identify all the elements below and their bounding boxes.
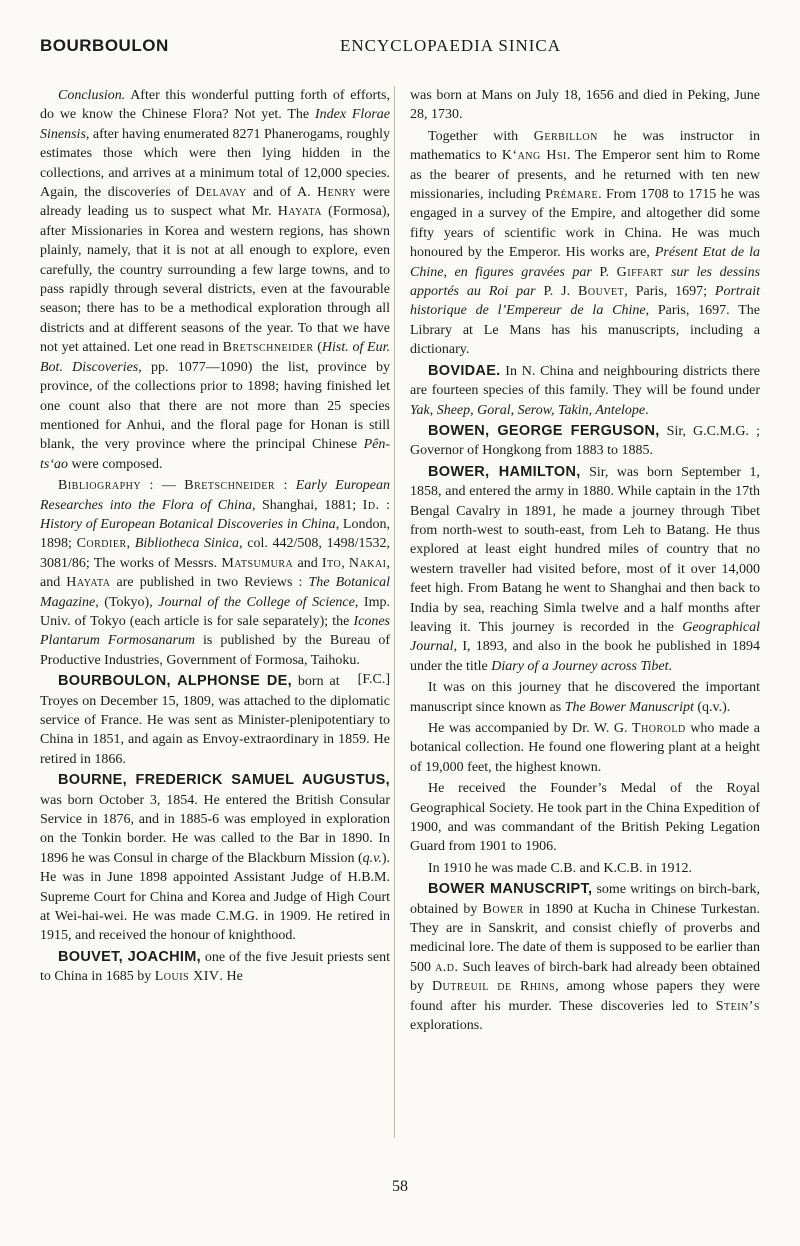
italic-title: Early European Researches into the Flora of China (40, 478, 390, 513)
entry-text: P. J. (535, 284, 579, 300)
entry-headword: BOWER, HAMILTON, (428, 463, 581, 480)
entry-headword: BOUVET, JOACHIM, (58, 948, 201, 965)
person-name: Bretschneider (184, 478, 276, 494)
person-name: Cordier (76, 536, 127, 552)
entry-text: , I, 1893, and also in the book he published in 1894 under the title (410, 639, 760, 674)
cross-references: Yak, Sheep, Goral, Serow, Takin, Antelope (410, 402, 646, 418)
entry-text: Such leaves of birch-bark had already been obtained by (410, 959, 760, 995)
entry-text: . He (219, 969, 243, 985)
entry-text: was born at Mans on July 18, 1656 and died in Peking, June 28, 1730. (410, 88, 760, 123)
text-run: are published in two Reviews : (110, 575, 309, 591)
entry-headword: BOVIDAE. (428, 362, 501, 379)
text-run: were composed. (68, 456, 163, 472)
entry-bower (410, 463, 760, 676)
person-name: Bretschneider (222, 340, 314, 356)
person-name: Louis XIV (154, 969, 220, 985)
text-run: , Shanghai, 1881; (251, 497, 363, 513)
entry-text: one of the five Jesuit priests sent to China in 1685 by (40, 949, 390, 985)
column-divider (394, 86, 395, 1138)
entry-text: in 1890 at Kucha in Chinese Turkestan. They are in Sanskrit, and consist chiefly of proverbs and medicinal lore. The date of them is supposed to be earlier than 500 (410, 901, 760, 975)
italic-title: History of European Botanical Discoveries in China (40, 516, 336, 532)
text-run: After this wonderful putting forth of efforts, do we know the Chinese Flora? Not yet. The (40, 88, 390, 123)
italic-title: Bibliotheca Sinica (134, 536, 240, 552)
person-name: Delavay (195, 185, 247, 201)
entry-bower-manuscript-mention (410, 678, 760, 717)
conclusion-paragraph (40, 86, 390, 474)
person-name: Gerbillon (533, 128, 598, 144)
person-name: Hayata (66, 575, 111, 591)
running-head-title: ENCYCLOPAEDIA SINICA (340, 36, 562, 55)
entry-text: , Paris, 1697. The Library at Le Mans has his manuscripts, including a dictionary. (410, 303, 760, 358)
entry-text: P. (591, 264, 617, 280)
person-name: Hayata (277, 204, 322, 220)
text-run: , and (40, 555, 391, 591)
text-run: : (379, 497, 391, 513)
entry-text: . (668, 658, 672, 674)
entry-text: he was instructor in mathematics to (410, 128, 760, 164)
entry-text: ). He was in June 1898 appointed Assistant Judge of H.B.M. Supreme Court for China and Korea and Judge of High Court at Wei-hai-wei. He was made C.M.G. in 1909. He retired in 1915, and received the honour of knighthood. (40, 850, 390, 944)
italic-title: The Botanical Magazine (40, 575, 391, 610)
entry-text: , Paris, 1697; (624, 284, 715, 300)
text-run: (Formosa), after Missionaries in Korea and western regions, has shown plainly, namely, that it is not at all enough to explore, even carefully, the country surrounding a few large towns, and to pass rapidly through several districts, even at the favourable season; there has to be a methodical exploration through all districts and at different seasons of the year. To that we have not yet attained. Let one read in (40, 204, 390, 356)
person-name: Ito (321, 555, 342, 571)
entry-bower-manuscript (410, 880, 760, 1035)
entry-text: . (645, 402, 649, 418)
text-run: , Imp. Univ. of Tokyo (each article is for sale separately); the (40, 594, 390, 629)
entry-text: born at Troyes on December 15, 1809, was attached to the diplomatic service of France. He was sent as Minister-plenipotentiary to China in 1851, and again as Envoy-extraordinary in 1859. He retired in 1866. (40, 674, 390, 767)
entry-text: explorations. (410, 1018, 483, 1034)
italic-title: Présent Etat de la Chine, en figures gravées par (410, 245, 760, 280)
text-run: is published by the Bureau of Productive Industries, Government of Formosa, Taihoku. (40, 633, 390, 668)
person-name: K‘ang Hsi (501, 148, 567, 164)
conclusion-label: Conclusion. (58, 88, 126, 103)
entry-text: It was on this journey that he discovered the important manuscript since known as (410, 680, 760, 715)
entry-bourne (40, 771, 390, 946)
entry-text: Sir, was born September 1, 1858, and entered the army in 1880. While captain in the 17th Bengal Cavalry in 1891, he made a journey through Tibet from north-west to south-east, from Leh to Batang. He thus explored at least eight hundred miles of country that no western traveller had visited before, most of it over 14,000 feet high. From Batang he went to Shanghai and then back to India by sea, reaching Simla twelve and a half months after leaving it. This journey is recorded in the (410, 464, 760, 635)
entry-headword: BOWER MANUSCRIPT, (428, 881, 593, 898)
entry-text: In N. China and neighbouring districts there are fourteen species of this family. They will be found under (410, 363, 760, 399)
person-name: Giffart (616, 264, 664, 280)
person-name: Id. (362, 497, 380, 513)
entry-text: He was accompanied by Dr. W. G. (428, 721, 633, 736)
person-name: Stein’s (715, 998, 760, 1014)
italic-title: Diary of a Journey across Tibet (491, 658, 669, 674)
italic-title: Hist. of Eur. Bot. Discoveries (40, 340, 390, 375)
entry-bouvet-continued (410, 86, 760, 125)
entry-headword: BOURBOULON, ALPHONSE DE, (58, 673, 292, 690)
person-name: Nakai (348, 555, 387, 571)
entry-text: He received the Founder’s Medal of the Royal Geographical Society. He took part in the China Expedition of 1900, and was commandant of the British Peking Legation Guard from 1901 to 1906. (410, 781, 760, 855)
italic-title: The Bower Manuscript (564, 699, 694, 715)
entry-text: , among whose papers they were found after his murder. These discoveries led to (410, 979, 761, 1014)
text-run: , (Tokyo), (95, 594, 159, 610)
person-name: Henry (317, 185, 357, 201)
text-run: and (293, 555, 322, 571)
italic-title: Index Florae Sinensis (40, 107, 390, 142)
italic-title: sur les dessins apportés au Roi par (410, 264, 761, 300)
entry-text: . From 1708 to 1715 he was engaged in a survey of the Empire, and altogether did some fifty years of scientific work in China. He was much honoured by the Emperor. His works are, (410, 187, 760, 261)
text-run: , (341, 555, 349, 571)
italic-title: Geographical Journal (410, 619, 760, 655)
entry-bower-honours (410, 859, 760, 878)
text-run: , London, 1898; (40, 516, 390, 552)
person-name: Bower (482, 901, 524, 917)
entry-text: Together with (428, 128, 534, 144)
entry-text: some writings on birch-bark, obtained by (410, 882, 760, 917)
running-head-entry: BOURBOULON (40, 36, 169, 55)
entry-bovidae (410, 362, 760, 420)
entry-text: Sir, G.C.M.G. ; Governor of Hongkong from 1883 to 1885. (410, 423, 760, 459)
entry-bouvet-works (410, 127, 760, 360)
italic-term: Pên-ts‘ao (40, 437, 390, 472)
entry-text: (q.v.). (693, 699, 731, 715)
person-name: Matsumura (221, 555, 294, 571)
text-run: : (275, 478, 296, 494)
era-abbreviation: a.d. (435, 959, 459, 975)
entry-text (663, 265, 671, 280)
italic-title: Portrait historique de l’Empereur de la Chine (410, 284, 761, 319)
person-name: Bouvet (578, 284, 625, 300)
right-column (410, 86, 760, 1038)
italic-title: Journal of the College of Science (158, 594, 355, 610)
text-run: were already leading us to suspect what Mr. (40, 185, 391, 220)
author-signature: [F.C.] (357, 672, 390, 688)
person-name: Thorold (632, 721, 686, 736)
entry-text: who made a botanical collection. He found one flowering plant at a height of 19,000 feet, the highest known. (410, 721, 760, 775)
text-run: , (126, 536, 135, 552)
italic-term: q.v. (362, 850, 382, 866)
entry-text: In 1910 he was made C.B. and K.C.B. in 1912. (428, 860, 693, 876)
entry-bower-medal (410, 779, 760, 857)
entry-bower-thorold (410, 719, 760, 777)
running-header (40, 36, 760, 66)
text-run: ( (313, 340, 322, 356)
entry-headword: BOWEN, GEORGE FERGUSON, (428, 422, 660, 439)
entry-bowen (410, 422, 760, 461)
text-run: , pp. 1077—1090) the list, province by province, of the collections prior to 1898; having finished let one count also that there are not more than 25 species mentioned for Anhui, and the floral page for Honan is still blank, the very province where the principal Chinese (40, 359, 390, 453)
text-run: : — (141, 478, 185, 494)
bibliography-label: Bibliography (58, 478, 142, 494)
text-run: , after having enumerated 8271 Phanerogams, roughly estimates those which were then lying hidden in the collections, and arrives at a minimum total of 12,000 species. Again, the discoveries of (40, 126, 390, 201)
page-number: 58 (392, 1178, 408, 1195)
person-name: Prémare (545, 187, 599, 203)
entry-text: . The Emperor sent him to Rome as the bearer of presents, and he returned with ten new missionaries, including (410, 148, 760, 203)
left-column (40, 86, 390, 989)
italic-title: Icones Plantarum Formosanarum (40, 613, 390, 649)
entry-headword: BOURNE, FREDERICK SAMUEL AUGUSTUS, (58, 772, 390, 789)
text-run: and of A. (246, 185, 318, 201)
text-run: , col. 442/508, 1498/1532, 3081/86; The works of Messrs. (40, 536, 390, 571)
entry-text: was born October 3, 1854. He entered the British Consular Service in 1876, and in 1885-6 was employed in exploration on the Tonkin border. He was called to the Bar in 1890. In 1896 he was Consul in charge of the Blackburn Mission ( (40, 792, 390, 866)
person-name: Dutreuil de Rhins (431, 979, 556, 995)
entry-bouvet (40, 948, 390, 987)
entry-bourboulon (40, 672, 390, 769)
